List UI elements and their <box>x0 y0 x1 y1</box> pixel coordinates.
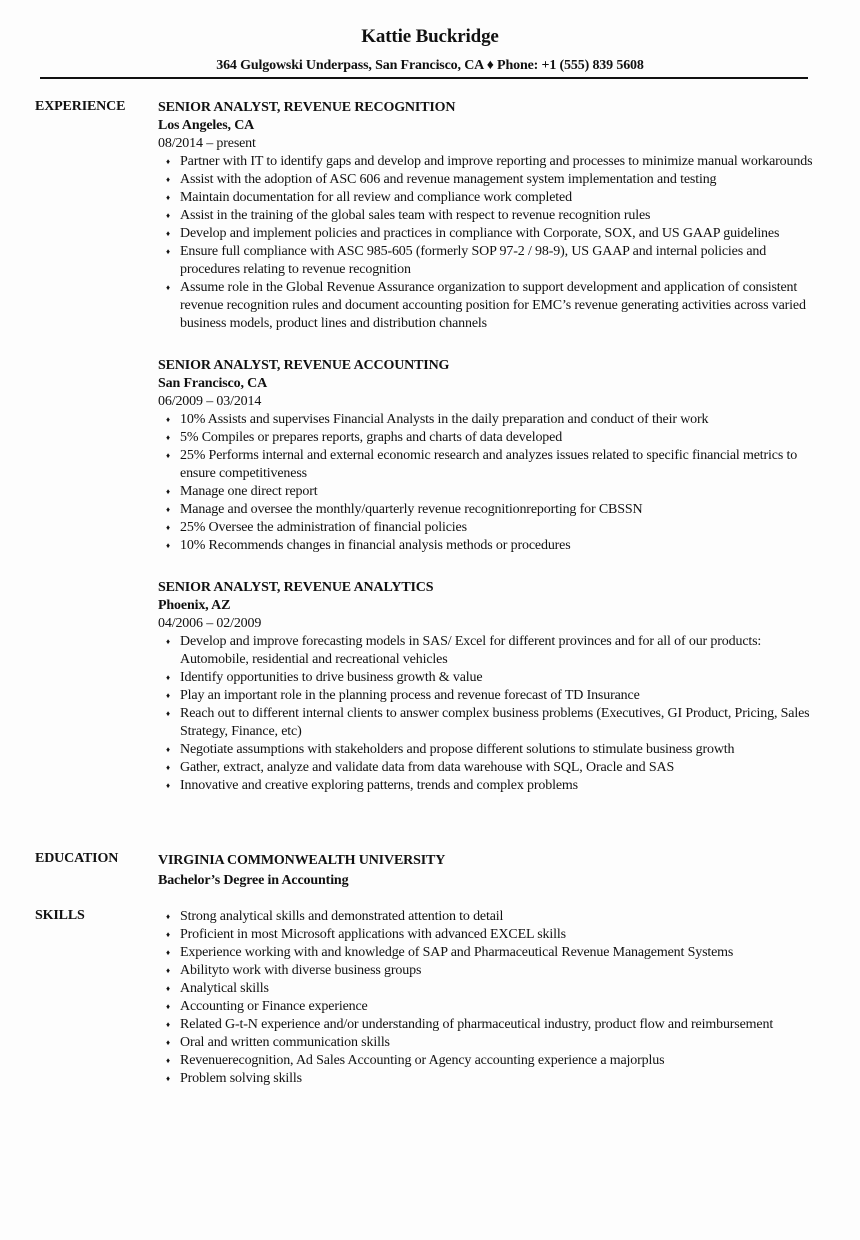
job-title: SENIOR ANALYST, REVENUE RECOGNITION <box>158 100 456 115</box>
education-section <box>35 851 825 891</box>
bullet-item: ♦ Negotiate assumptions with stakeholders and propose different solutions to stimulate business growth <box>158 741 825 759</box>
bullet-item: ♦ Identify opportunities to drive business growth & value <box>158 669 825 687</box>
bullet-item: ♦ 5% Compiles or prepares reports, graphs and charts of data developed <box>158 429 825 447</box>
bullet-item: ♦ Assist with the adoption of ASC 606 and revenue management system implementation and testing <box>158 171 825 189</box>
bullet-item: ♦ Maintain documentation for all review and compliance work completed <box>158 189 825 207</box>
skill-item: ♦ Revenuerecognition, Ad Sales Accounting or Agency accounting experience a majorplus <box>158 1052 825 1070</box>
bullet-item: ♦ 10% Assists and supervises Financial Analysts in the daily preparation and conduct of their work <box>158 411 825 429</box>
skill-item: ♦ Analytical skills <box>158 980 825 998</box>
job-title: SENIOR ANALYST, REVENUE ANALYTICS <box>158 580 434 595</box>
section-label-education: EDUCATION <box>35 851 119 866</box>
skill-item: ♦ Accounting or Finance experience <box>158 998 825 1016</box>
job-bullets <box>158 153 825 333</box>
skill-item: ♦ Experience working with and knowledge of SAP and Pharmaceutical Revenue Management Systems <box>158 944 825 962</box>
bullet-item: ♦ Assume role in the Global Revenue Assurance organization to support development and application of consistent revenue recognition rules and document accounting position for EMC’s revenue generating activities across varied business models, product lines and distribution channels <box>158 279 825 333</box>
bullet-item: ♦ 10% Recommends changes in financial analysis methods or procedures <box>158 537 825 555</box>
bullet-item: ♦ Ensure full compliance with ASC 985-605 (formerly SOP 97-2 / 98-9), US GAAP and internal policies and procedures relating to revenue recognition <box>158 243 825 279</box>
section-label-experience: EXPERIENCE <box>35 99 126 114</box>
section-label-skills: SKILLS <box>35 908 85 923</box>
bullet-item: ♦ Innovative and creative exploring patterns, trends and complex problems <box>158 777 825 795</box>
job-title: SENIOR ANALYST, REVENUE ACCOUNTING <box>158 358 450 373</box>
job-bullets <box>158 411 825 555</box>
bullet-item: ♦ 25% Oversee the administration of financial policies <box>158 519 825 537</box>
job-location: Phoenix, AZ <box>158 598 231 613</box>
bullet-item: ♦ Reach out to different internal clients to answer complex business problems (Executives, GI Product, Pricing, Sales Strategy, Finance, etc) <box>158 705 825 741</box>
bullet-item: ♦ 25% Performs internal and external economic research and analyzes issues related to specific financial metrics to ensure competitiveness <box>158 447 825 483</box>
header-divider <box>40 77 808 79</box>
bullet-item: ♦ Partner with IT to identify gaps and develop and improve reporting and processes to minimize manual workarounds <box>158 153 825 171</box>
jobs-list <box>158 99 825 795</box>
skills-list <box>158 908 825 1088</box>
skill-item: ♦ Abilityto work with diverse business groups <box>158 962 825 980</box>
skill-item: ♦ Strong analytical skills and demonstrated attention to detail <box>158 908 825 926</box>
bullet-item: ♦ Develop and implement policies and practices in compliance with Corporate, SOX, and US GAAP guidelines <box>158 225 825 243</box>
bullet-item: ♦ Gather, extract, analyze and validate data from data warehouse with SQL, Oracle and SAS <box>158 759 825 777</box>
skill-item: ♦ Proficient in most Microsoft applications with advanced EXCEL skills <box>158 926 825 944</box>
experience-section <box>35 99 825 819</box>
bullet-item: ♦ Play an important role in the planning process and revenue forecast of TD Insurance <box>158 687 825 705</box>
bullet-item: ♦ Develop and improve forecasting models in SAS/ Excel for different provinces and for all of our products: Automobile, residential and recreational vehicles <box>158 633 825 669</box>
contact-line: 364 Gulgowski Underpass, San Francisco, CA ♦ Phone: +1 (555) 839 5608 <box>216 58 644 73</box>
job-entry <box>158 99 825 333</box>
job-location: San Francisco, CA <box>158 376 268 391</box>
job-location: Los Angeles, CA <box>158 118 255 133</box>
candidate-name: Kattie Buckridge <box>361 26 499 47</box>
degree: Bachelor’s Degree in Accounting <box>158 873 349 888</box>
skill-item: ♦ Problem solving skills <box>158 1070 825 1088</box>
bullet-item: ♦ Manage one direct report <box>158 483 825 501</box>
skill-item: ♦ Oral and written communication skills <box>158 1034 825 1052</box>
job-entry <box>158 357 825 555</box>
school-name: VIRGINIA COMMONWEALTH UNIVERSITY <box>158 853 446 868</box>
job-dates: 08/2014 – present <box>158 136 256 151</box>
skills-section <box>35 908 825 1088</box>
job-dates: 04/2006 – 02/2009 <box>158 616 262 631</box>
bullet-item: ♦ Manage and oversee the monthly/quarterly revenue recognitionreporting for CBSSN <box>158 501 825 519</box>
job-entry <box>158 579 825 795</box>
job-bullets <box>158 633 825 795</box>
bullet-item: ♦ Assist in the training of the global sales team with respect to revenue recognition rules <box>158 207 825 225</box>
job-dates: 06/2009 – 03/2014 <box>158 394 262 409</box>
skill-item: ♦ Related G-t-N experience and/or understanding of pharmaceutical industry, product flow and reimbursement <box>158 1016 825 1034</box>
